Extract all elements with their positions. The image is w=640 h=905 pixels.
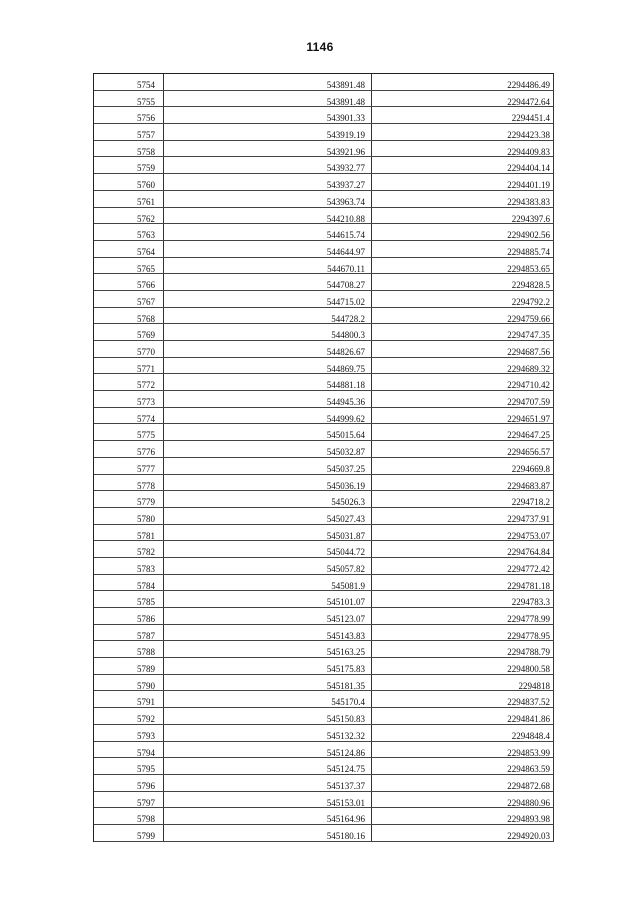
point-number-cell: 5754 (94, 74, 164, 90)
point-number-cell: 5777 (94, 458, 164, 474)
x-coordinate-cell: 545164.96 (164, 808, 372, 824)
x-coordinate-cell: 545081.9 (164, 575, 372, 591)
y-coordinate-cell: 2294764.84 (372, 541, 554, 557)
point-number-cell: 5783 (94, 558, 164, 574)
point-number-cell: 5767 (94, 291, 164, 307)
x-coordinate-cell: 543891.48 (164, 74, 372, 90)
point-number-cell: 5756 (94, 107, 164, 123)
y-coordinate-cell: 2294747.35 (372, 324, 554, 340)
table-row (94, 775, 554, 792)
table-row (94, 408, 554, 425)
point-number-cell: 5775 (94, 424, 164, 440)
y-coordinate-cell: 2294781.18 (372, 575, 554, 591)
point-number-cell: 5773 (94, 391, 164, 407)
y-coordinate-cell: 2294902.56 (372, 224, 554, 240)
table-row (94, 274, 554, 291)
point-number-cell: 5772 (94, 374, 164, 390)
table-row (94, 91, 554, 108)
x-coordinate-cell: 545124.86 (164, 742, 372, 758)
x-coordinate-cell: 544615.74 (164, 224, 372, 240)
x-coordinate-cell: 545150.83 (164, 708, 372, 724)
x-coordinate-cell: 545123.07 (164, 608, 372, 624)
point-number-cell: 5776 (94, 441, 164, 457)
x-coordinate-cell: 544715.02 (164, 291, 372, 307)
table-row (94, 675, 554, 692)
y-coordinate-cell: 2294409.83 (372, 141, 554, 157)
y-coordinate-cell: 2294783.3 (372, 591, 554, 607)
point-number-cell: 5759 (94, 157, 164, 173)
x-coordinate-cell: 545143.83 (164, 625, 372, 641)
point-number-cell: 5784 (94, 575, 164, 591)
x-coordinate-cell: 544728.2 (164, 308, 372, 324)
x-coordinate-cell: 545124.75 (164, 758, 372, 774)
x-coordinate-cell: 545031.87 (164, 525, 372, 541)
table-row (94, 608, 554, 625)
point-number-cell: 5797 (94, 792, 164, 808)
table-row (94, 258, 554, 275)
point-number-cell: 5755 (94, 91, 164, 107)
y-coordinate-cell: 2294656.57 (372, 441, 554, 457)
y-coordinate-cell: 2294863.59 (372, 758, 554, 774)
x-coordinate-cell: 544945.36 (164, 391, 372, 407)
y-coordinate-cell: 2294651.97 (372, 408, 554, 424)
y-coordinate-cell: 2294404.14 (372, 157, 554, 173)
point-number-cell: 5789 (94, 658, 164, 674)
table-row (94, 341, 554, 358)
table-row (94, 308, 554, 325)
table-row (94, 792, 554, 809)
table-row (94, 825, 554, 842)
table-row (94, 441, 554, 458)
y-coordinate-cell: 2294397.6 (372, 208, 554, 224)
point-number-cell: 5788 (94, 641, 164, 657)
point-number-cell: 5764 (94, 241, 164, 257)
y-coordinate-cell: 2294778.99 (372, 608, 554, 624)
point-number-cell: 5794 (94, 742, 164, 758)
y-coordinate-cell: 2294486.49 (372, 74, 554, 90)
point-number-cell: 5768 (94, 308, 164, 324)
x-coordinate-cell: 544708.27 (164, 274, 372, 290)
x-coordinate-cell: 544881.18 (164, 374, 372, 390)
x-coordinate-cell: 544670.11 (164, 258, 372, 274)
table-row (94, 475, 554, 492)
point-number-cell: 5787 (94, 625, 164, 641)
x-coordinate-cell: 545170.4 (164, 691, 372, 707)
table-row (94, 324, 554, 341)
x-coordinate-cell: 544869.75 (164, 358, 372, 374)
y-coordinate-cell: 2294792.2 (372, 291, 554, 307)
x-coordinate-cell: 545180.16 (164, 825, 372, 841)
x-coordinate-cell: 545015.64 (164, 424, 372, 440)
point-number-cell: 5792 (94, 708, 164, 724)
point-number-cell: 5769 (94, 324, 164, 340)
point-number-cell: 5758 (94, 141, 164, 157)
y-coordinate-cell: 2294647.25 (372, 424, 554, 440)
x-coordinate-cell: 545153.01 (164, 792, 372, 808)
point-number-cell: 5761 (94, 191, 164, 207)
table-row (94, 107, 554, 124)
x-coordinate-cell: 544644.97 (164, 241, 372, 257)
table-row (94, 742, 554, 759)
x-coordinate-cell: 545037.25 (164, 458, 372, 474)
table-row (94, 458, 554, 475)
x-coordinate-cell: 545032.87 (164, 441, 372, 457)
table-row (94, 658, 554, 675)
x-coordinate-cell: 544210.88 (164, 208, 372, 224)
table-row (94, 641, 554, 658)
y-coordinate-cell: 2294423.38 (372, 124, 554, 140)
table-row (94, 374, 554, 391)
y-coordinate-cell: 2294710.42 (372, 374, 554, 390)
y-coordinate-cell: 2294848.4 (372, 725, 554, 741)
x-coordinate-cell: 543963.74 (164, 191, 372, 207)
table-row (94, 758, 554, 775)
x-coordinate-cell: 545026.3 (164, 491, 372, 507)
table-row (94, 491, 554, 508)
y-coordinate-cell: 2294841.86 (372, 708, 554, 724)
x-coordinate-cell: 543921.96 (164, 141, 372, 157)
y-coordinate-cell: 2294689.32 (372, 358, 554, 374)
table-row (94, 208, 554, 225)
x-coordinate-cell: 544826.67 (164, 341, 372, 357)
y-coordinate-cell: 2294828.5 (372, 274, 554, 290)
table-row (94, 174, 554, 191)
table-row (94, 558, 554, 575)
table-row (94, 508, 554, 525)
x-coordinate-cell: 545181.35 (164, 675, 372, 691)
x-coordinate-cell: 545163.25 (164, 641, 372, 657)
y-coordinate-cell: 2294687.56 (372, 341, 554, 357)
table-row (94, 525, 554, 542)
y-coordinate-cell: 2294737.91 (372, 508, 554, 524)
point-number-cell: 5763 (94, 224, 164, 240)
point-number-cell: 5795 (94, 758, 164, 774)
x-coordinate-cell: 545101.07 (164, 591, 372, 607)
y-coordinate-cell: 2294669.8 (372, 458, 554, 474)
table-row (94, 424, 554, 441)
table-row (94, 591, 554, 608)
y-coordinate-cell: 2294880.96 (372, 792, 554, 808)
y-coordinate-cell: 2294472.64 (372, 91, 554, 107)
point-number-cell: 5781 (94, 525, 164, 541)
table-row (94, 391, 554, 408)
x-coordinate-cell: 545044.72 (164, 541, 372, 557)
y-coordinate-cell: 2294707.59 (372, 391, 554, 407)
y-coordinate-cell: 2294788.79 (372, 641, 554, 657)
y-coordinate-cell: 2294718.2 (372, 491, 554, 507)
y-coordinate-cell: 2294872.68 (372, 775, 554, 791)
coordinates-table (93, 73, 554, 842)
y-coordinate-cell: 2294853.99 (372, 742, 554, 758)
point-number-cell: 5779 (94, 491, 164, 507)
table-row (94, 241, 554, 258)
x-coordinate-cell: 545175.83 (164, 658, 372, 674)
point-number-cell: 5770 (94, 341, 164, 357)
table-row (94, 708, 554, 725)
y-coordinate-cell: 2294401.19 (372, 174, 554, 190)
y-coordinate-cell: 2294853.65 (372, 258, 554, 274)
x-coordinate-cell: 545057.82 (164, 558, 372, 574)
table-row (94, 291, 554, 308)
page-number: 1146 (306, 40, 334, 54)
table-row (94, 191, 554, 208)
x-coordinate-cell: 543901.33 (164, 107, 372, 123)
point-number-cell: 5778 (94, 475, 164, 491)
y-coordinate-cell: 2294753.07 (372, 525, 554, 541)
point-number-cell: 5765 (94, 258, 164, 274)
table-row (94, 625, 554, 642)
table-row (94, 541, 554, 558)
x-coordinate-cell: 543932.77 (164, 157, 372, 173)
table-row (94, 224, 554, 241)
point-number-cell: 5786 (94, 608, 164, 624)
point-number-cell: 5771 (94, 358, 164, 374)
point-number-cell: 5791 (94, 691, 164, 707)
point-number-cell: 5780 (94, 508, 164, 524)
x-coordinate-cell: 544999.62 (164, 408, 372, 424)
y-coordinate-cell: 2294778.95 (372, 625, 554, 641)
x-coordinate-cell: 543919.19 (164, 124, 372, 140)
point-number-cell: 5760 (94, 174, 164, 190)
table-row (94, 74, 554, 91)
point-number-cell: 5757 (94, 124, 164, 140)
x-coordinate-cell: 545036.19 (164, 475, 372, 491)
table-row (94, 691, 554, 708)
point-number-cell: 5782 (94, 541, 164, 557)
x-coordinate-cell: 545132.32 (164, 725, 372, 741)
y-coordinate-cell: 2294837.52 (372, 691, 554, 707)
table-row (94, 141, 554, 158)
x-coordinate-cell: 545027.43 (164, 508, 372, 524)
table-row (94, 124, 554, 141)
x-coordinate-cell: 543891.48 (164, 91, 372, 107)
y-coordinate-cell: 2294772.42 (372, 558, 554, 574)
y-coordinate-cell: 2294920.03 (372, 825, 554, 841)
y-coordinate-cell: 2294451.4 (372, 107, 554, 123)
y-coordinate-cell: 2294759.66 (372, 308, 554, 324)
point-number-cell: 5799 (94, 825, 164, 841)
y-coordinate-cell: 2294893.98 (372, 808, 554, 824)
x-coordinate-cell: 543937.27 (164, 174, 372, 190)
point-number-cell: 5762 (94, 208, 164, 224)
point-number-cell: 5790 (94, 675, 164, 691)
table-row (94, 157, 554, 174)
y-coordinate-cell: 2294818 (372, 675, 554, 691)
point-number-cell: 5798 (94, 808, 164, 824)
x-coordinate-cell: 544800.3 (164, 324, 372, 340)
point-number-cell: 5793 (94, 725, 164, 741)
y-coordinate-cell: 2294800.58 (372, 658, 554, 674)
table-row (94, 358, 554, 375)
y-coordinate-cell: 2294885.74 (372, 241, 554, 257)
point-number-cell: 5766 (94, 274, 164, 290)
point-number-cell: 5796 (94, 775, 164, 791)
point-number-cell: 5785 (94, 591, 164, 607)
table-row (94, 575, 554, 592)
x-coordinate-cell: 545137.37 (164, 775, 372, 791)
table-row (94, 725, 554, 742)
point-number-cell: 5774 (94, 408, 164, 424)
y-coordinate-cell: 2294683.87 (372, 475, 554, 491)
y-coordinate-cell: 2294383.83 (372, 191, 554, 207)
table-row (94, 808, 554, 825)
